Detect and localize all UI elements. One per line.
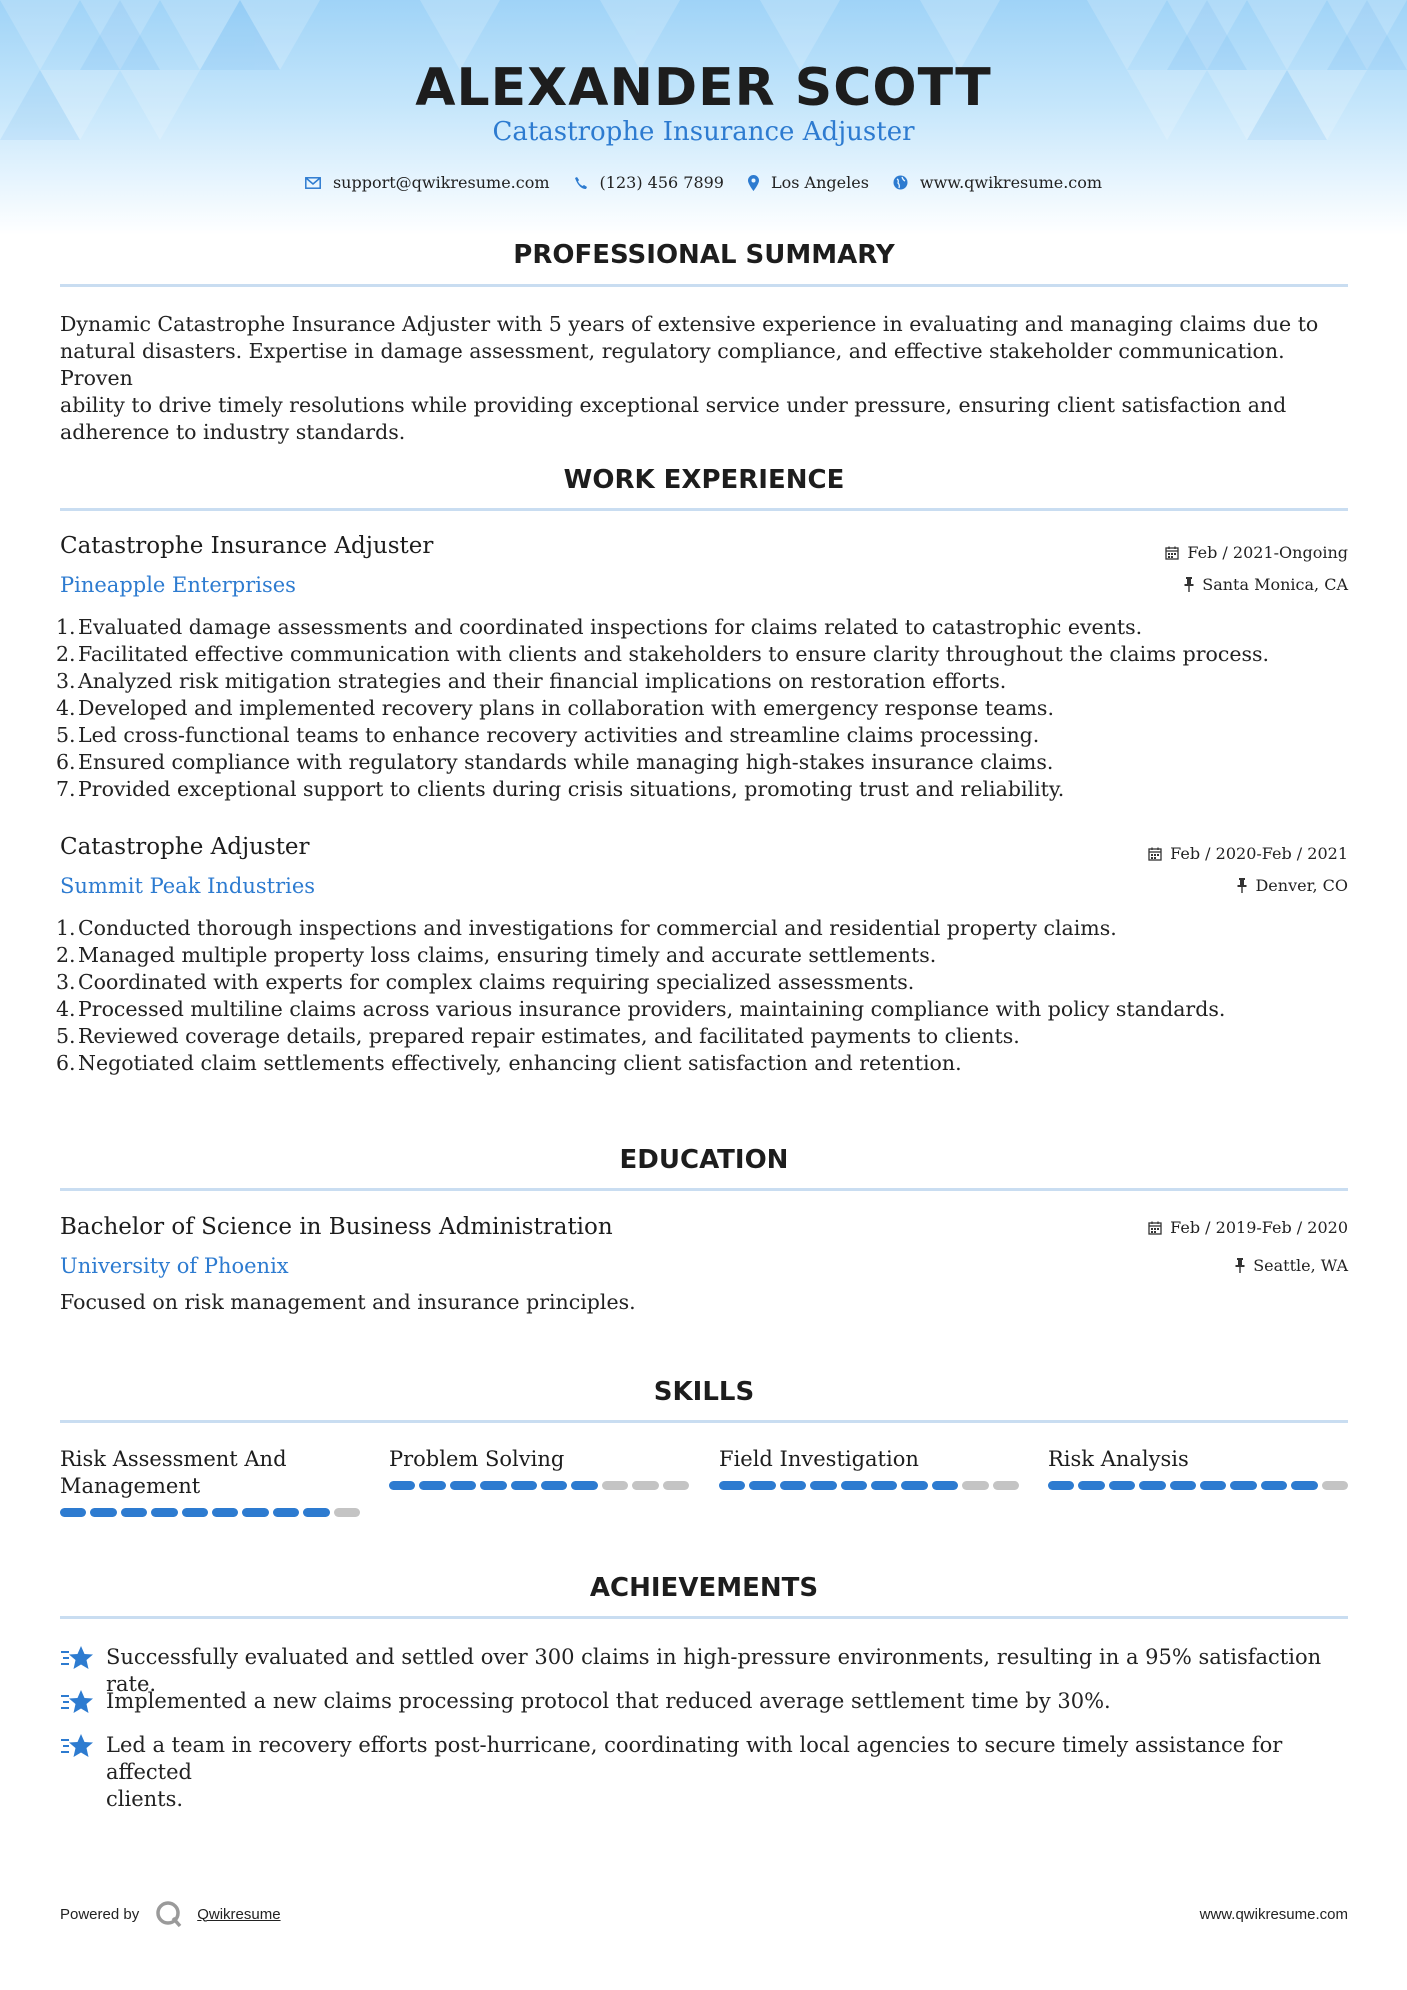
pushpin-icon <box>1184 577 1194 592</box>
calendar-icon <box>1148 847 1162 861</box>
pushpin-icon <box>1237 878 1247 893</box>
achievement-text: Implemented a new claims processing protocol that reduced average settlement time by 30%. <box>106 1689 1111 1713</box>
skill-segment-filled <box>242 1508 268 1517</box>
experience-heading: WORK EXPERIENCE <box>563 465 845 495</box>
powered-by-label: Powered by <box>60 1905 140 1923</box>
summary-line: natural disasters. Expertise in damage assessment, regulatory compliance, and effective stakeholder communication. Proven <box>60 339 1285 390</box>
summary-heading: PROFESSIONAL SUMMARY <box>513 240 895 270</box>
job-entry <box>60 533 1348 603</box>
achievement-item <box>60 1732 1348 1813</box>
calendar-icon <box>1165 546 1179 560</box>
skill-segment-filled <box>780 1481 806 1490</box>
education-dates <box>1148 1218 1348 1237</box>
skill-name: Risk Analysis <box>1048 1447 1189 1471</box>
contact-website[interactable] <box>893 173 1102 192</box>
skills-heading: SKILLS <box>653 1377 755 1407</box>
skill-segment-filled <box>60 1508 86 1517</box>
list-item: 2. Managed multiple property loss claims, ensuring timely and accurate settlements. <box>56 943 937 967</box>
job-dates <box>1165 543 1348 562</box>
list-item: 5. Led cross-functional teams to enhance recovery activities and streamline claims processing. <box>56 723 1040 747</box>
skill-segment-filled <box>1139 1481 1165 1490</box>
skill-segment-filled <box>932 1481 958 1490</box>
skill-segment-filled <box>450 1481 476 1490</box>
list-item: 5. Reviewed coverage details, prepared repair estimates, and facilitated payments to clients. <box>56 1024 1020 1048</box>
summary-text <box>60 311 1350 446</box>
skill-name: Risk Assessment And Management <box>60 1447 287 1498</box>
list-item: 1. Evaluated damage assessments and coordinated inspections for claims related to catastrophic events. <box>56 615 1143 639</box>
achievement-text: Successfully evaluated and settled over 300 claims in high-pressure environments, resulting in a 95% satisfaction rate. <box>106 1645 1322 1696</box>
skill-segment-filled <box>541 1481 567 1490</box>
education-divider <box>60 1188 1348 1191</box>
degree-title: Bachelor of Science in Business Administration <box>60 1214 613 1240</box>
list-item: 1. Conducted thorough inspections and investigations for commercial and residential property claims. <box>56 916 1117 940</box>
skill-segment-filled <box>480 1481 506 1490</box>
footer-website-link[interactable]: www.qwikresume.com <box>1199 1906 1348 1923</box>
education-description: Focused on risk management and insurance principles. <box>60 1290 636 1314</box>
skill-segment-filled <box>749 1481 775 1490</box>
skill-segment-empty <box>602 1481 628 1490</box>
skill-level-bar <box>1048 1481 1348 1490</box>
job-location <box>1237 876 1348 895</box>
skill-segment-empty <box>993 1481 1019 1490</box>
website-text: www.qwikresume.com <box>919 173 1103 192</box>
phone-text: (123) 456 7899 <box>599 173 724 192</box>
summary-line: Dynamic Catastrophe Insurance Adjuster with 5 years of extensive experience in evaluating and managing claims due to <box>60 312 1319 336</box>
summary-line: ability to drive timely resolutions while providing exceptional service under pressure, ensuring client satisfaction and <box>60 393 1287 417</box>
skill-level-bar <box>389 1481 689 1490</box>
job-bullets <box>56 614 1346 803</box>
skill-segment-filled <box>1170 1481 1196 1490</box>
skill-segment-filled <box>389 1481 415 1490</box>
skill-item <box>60 1446 360 1517</box>
location-text: Los Angeles <box>770 173 869 192</box>
star-icon <box>60 1688 106 1720</box>
skill-level-bar <box>719 1481 1019 1490</box>
location-text: Denver, CO <box>1255 876 1348 895</box>
qwikresume-logo-icon <box>155 1900 183 1928</box>
summary-divider <box>60 284 1348 287</box>
contact-email[interactable] <box>305 173 550 192</box>
summary-line: adherence to industry standards. <box>60 420 406 444</box>
experience-divider <box>60 508 1348 511</box>
skill-level-bar <box>60 1508 360 1517</box>
dates-text: Feb / 2019-Feb / 2020 <box>1170 1218 1348 1237</box>
skill-segment-filled <box>212 1508 238 1517</box>
contact-location <box>748 173 869 192</box>
skills-divider <box>60 1420 1348 1423</box>
footer-powered-by <box>60 1900 281 1928</box>
contact-row <box>0 173 1407 192</box>
skill-name: Field Investigation <box>719 1447 919 1471</box>
company-name: Pineapple Enterprises <box>60 573 296 597</box>
skill-segment-filled <box>90 1508 116 1517</box>
skill-segment-filled <box>571 1481 597 1490</box>
contact-phone[interactable] <box>574 173 724 192</box>
dates-text: Feb / 2020-Feb / 2021 <box>1170 844 1348 863</box>
phone-icon <box>574 176 588 190</box>
job-bullets <box>56 915 1346 1077</box>
skill-segment-filled <box>1230 1481 1256 1490</box>
list-item: 6. Negotiated claim settlements effectively, enhancing client satisfaction and retention. <box>56 1051 962 1075</box>
candidate-name: ALEXANDER SCOTT <box>415 58 992 118</box>
skill-name: Problem Solving <box>389 1447 565 1471</box>
achievement-item <box>60 1688 1348 1720</box>
list-item: 3. Analyzed risk mitigation strategies and their financial implications on restoration efforts. <box>56 669 1007 693</box>
skill-segment-filled <box>511 1481 537 1490</box>
calendar-icon <box>1148 1221 1162 1235</box>
job-location <box>1184 575 1348 594</box>
education-location <box>1235 1256 1348 1275</box>
school-name: University of Phoenix <box>60 1254 289 1278</box>
list-item: 6. Ensured compliance with regulatory standards while managing high-stakes insurance claims. <box>56 750 1054 774</box>
skill-segment-filled <box>419 1481 445 1490</box>
list-item: 4. Developed and implemented recovery plans in collaboration with emergency response teams. <box>56 696 1054 720</box>
list-item: 7. Provided exceptional support to clients during crisis situations, promoting trust and reliability. <box>56 777 1065 801</box>
skill-item <box>1048 1446 1348 1490</box>
list-item: 3. Coordinated with experts for complex claims requiring specialized assessments. <box>56 970 915 994</box>
skill-segment-empty <box>632 1481 658 1490</box>
star-icon <box>60 1732 106 1813</box>
skill-segment-filled <box>303 1508 329 1517</box>
globe-icon <box>893 175 908 190</box>
pushpin-icon <box>1235 1258 1245 1273</box>
company-name: Summit Peak Industries <box>60 874 316 898</box>
list-item: 2. Facilitated effective communication with clients and stakeholders to ensure clarity throughout the claims process. <box>56 642 1270 666</box>
location-text: Seattle, WA <box>1253 1256 1348 1275</box>
skill-segment-filled <box>841 1481 867 1490</box>
skill-segment-filled <box>273 1508 299 1517</box>
skill-segment-filled <box>871 1481 897 1490</box>
dates-text: Feb / 2021-Ongoing <box>1187 543 1348 562</box>
envelope-icon <box>305 177 321 189</box>
achievement-text: Led a team in recovery efforts post-hurricane, coordinating with local agencies to secure timely assistance for affected clients. <box>106 1733 1283 1811</box>
skill-segment-filled <box>810 1481 836 1490</box>
map-pin-icon <box>748 175 759 191</box>
skill-segment-filled <box>1048 1481 1074 1490</box>
achievements-heading: ACHIEVEMENTS <box>589 1573 819 1603</box>
achievements-divider <box>60 1616 1348 1619</box>
skill-segment-filled <box>901 1481 927 1490</box>
education-heading: EDUCATION <box>619 1145 789 1175</box>
qwikresume-link[interactable]: Qwikresume <box>197 1905 281 1923</box>
email-text: support@qwikresume.com <box>332 173 550 192</box>
skill-segment-filled <box>1200 1481 1226 1490</box>
skill-segment-filled <box>1261 1481 1287 1490</box>
skill-segment-filled <box>719 1481 745 1490</box>
list-item: 4. Processed multiline claims across various insurance providers, maintaining compliance with policy standards. <box>56 997 1226 1021</box>
skill-item <box>719 1446 1019 1490</box>
skill-segment-filled <box>182 1508 208 1517</box>
location-text: Santa Monica, CA <box>1202 575 1348 594</box>
skill-segment-empty <box>1322 1481 1348 1490</box>
job-title: Catastrophe Adjuster <box>60 834 310 860</box>
education-entry <box>60 1214 1348 1284</box>
skill-segment-filled <box>1078 1481 1104 1490</box>
skill-item <box>389 1446 689 1490</box>
skill-segment-empty <box>663 1481 689 1490</box>
skill-segment-filled <box>151 1508 177 1517</box>
skill-segment-empty <box>962 1481 988 1490</box>
job-title: Catastrophe Insurance Adjuster <box>60 533 434 559</box>
skill-segment-empty <box>334 1508 360 1517</box>
skill-segment-filled <box>121 1508 147 1517</box>
skill-segment-filled <box>1291 1481 1317 1490</box>
job-entry <box>60 834 1348 904</box>
candidate-title: Catastrophe Insurance Adjuster <box>492 117 915 147</box>
skill-segment-filled <box>1109 1481 1135 1490</box>
job-dates <box>1148 844 1348 863</box>
